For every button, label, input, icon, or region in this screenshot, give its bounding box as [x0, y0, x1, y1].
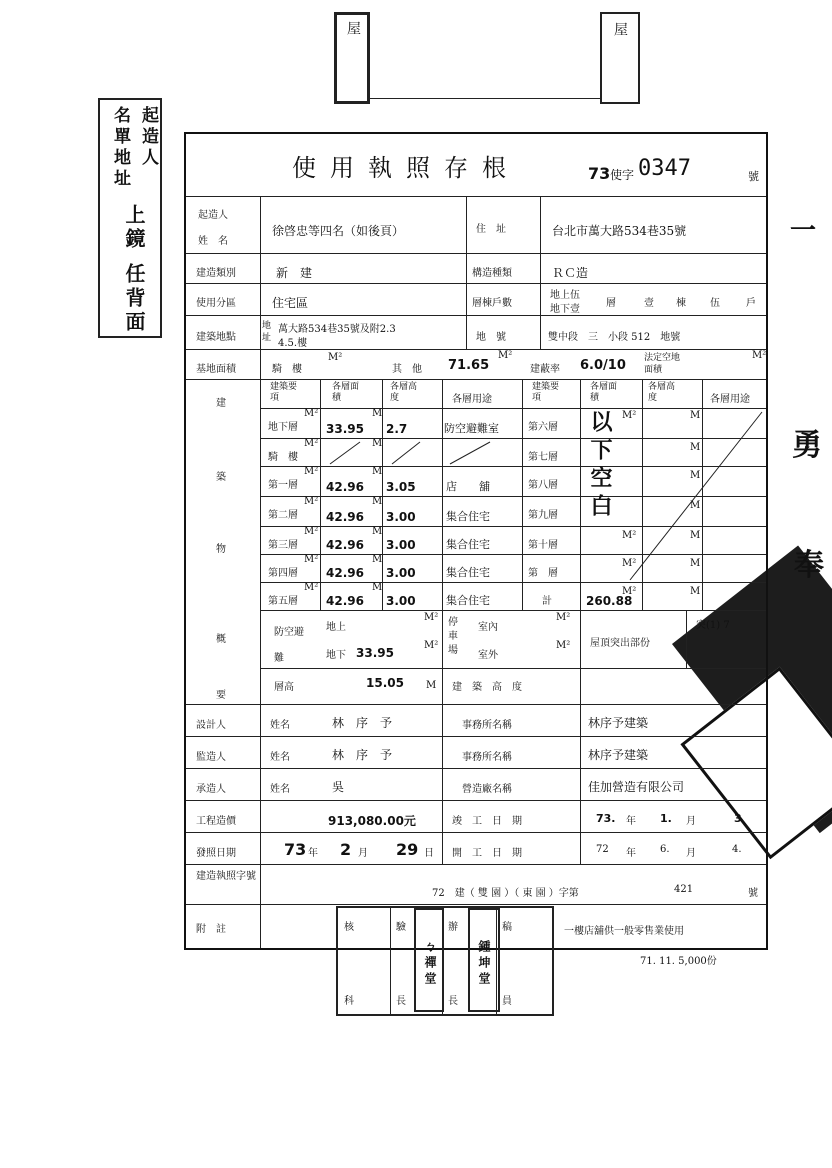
- build-type-value: 新 建: [276, 266, 313, 280]
- floors-below: 地下壹: [550, 304, 580, 315]
- row-item: 騎 樓: [268, 452, 298, 463]
- supervisor-firm-label: 事務所名稱: [462, 752, 512, 763]
- row-item-8: 第八層: [528, 480, 558, 491]
- row-item-6: 第六層: [528, 422, 558, 433]
- sig-bottom-3: 長: [448, 996, 458, 1007]
- lot-label: 地 號: [476, 332, 506, 343]
- row-f2: [260, 496, 522, 527]
- issue-day: 29: [396, 840, 419, 859]
- row-use: 防空避難室: [444, 422, 499, 435]
- hdr-area: 各層面積: [332, 382, 360, 403]
- row-use: 店 舖: [446, 480, 490, 493]
- supervisor-name: 林 序 予: [332, 748, 393, 762]
- other-value: 71.65: [448, 358, 490, 373]
- top-stamp-box-right: [600, 12, 640, 104]
- finish-y-word: 年: [626, 816, 636, 827]
- location-label: 建築地點: [196, 332, 236, 343]
- contractor-name: 吳: [332, 780, 345, 794]
- designer-role: 設計人: [196, 720, 226, 731]
- top-stamp-text: 屋: [345, 21, 361, 39]
- supervisor-firm: 林序予建築: [588, 748, 649, 762]
- permit-year-prefix: 73: [588, 164, 611, 183]
- shelter-unit-1: M²: [424, 612, 439, 623]
- building-side-1: 建: [216, 398, 226, 409]
- shelter-unit-2: M²: [424, 640, 439, 651]
- shelter-below-value: 33.95: [356, 646, 394, 660]
- hdr-item-r: 建築要項: [532, 382, 560, 403]
- row-height-unit: M: [372, 496, 383, 507]
- row-height-unit: M: [372, 438, 383, 449]
- edge-mark-3: 奉: [794, 548, 824, 583]
- builder-label-2: 姓 名: [198, 236, 228, 247]
- hdr-area-r: 各層面積: [590, 382, 618, 403]
- use-zone-label: 使用分區: [196, 298, 236, 309]
- row-height: 3.00: [386, 538, 416, 552]
- hdr-item: 建築要項: [270, 382, 298, 403]
- builder-addr-divider-2: [540, 196, 541, 254]
- note-text: 一樓店舖供一般零售業使用: [564, 926, 684, 937]
- unit-r4: M: [690, 470, 701, 481]
- unit-r8: M²: [622, 558, 637, 569]
- builder-addr-label: 住 址: [476, 224, 506, 235]
- cost-label: 工程造價: [196, 816, 236, 827]
- permit-label: 建造執照字號: [196, 871, 256, 882]
- unit-r9: M: [690, 558, 701, 569]
- finish-year: 73.: [596, 812, 616, 825]
- floor-word: 層: [606, 298, 616, 309]
- note-label: 附 註: [196, 924, 226, 935]
- row-height: 3.00: [386, 510, 416, 524]
- floor-height-label: 層高: [274, 682, 294, 693]
- row-area-unit: M²: [304, 526, 319, 537]
- bldg-num: 壹: [644, 298, 654, 309]
- top-stamp-line: [370, 98, 600, 99]
- parking-label: 停車場: [448, 617, 458, 656]
- location-value-2: 4.5.樓: [278, 338, 308, 349]
- start-label: 開 工 日 期: [452, 848, 522, 859]
- area-label: 基地面積: [196, 364, 236, 375]
- builder-name: 徐啓忠等四名（如後頁）: [272, 224, 405, 238]
- row-height-unit: M: [372, 408, 383, 419]
- contractor-firm: 佳加營造有限公司: [588, 780, 685, 794]
- designer-firm-label: 事務所名稱: [462, 720, 512, 731]
- side-note-line-2: 名單地址: [110, 106, 130, 190]
- bldg-word: 棟: [676, 298, 686, 309]
- building-side-5: 要: [216, 690, 226, 701]
- row-height: 3.00: [386, 594, 416, 608]
- issue-y-word: 年: [308, 848, 318, 859]
- side-note-line-1: 起造人: [138, 106, 158, 169]
- seal-2: [468, 908, 500, 1012]
- parking-unit-1: M²: [556, 612, 571, 623]
- issue-m-word: 月: [358, 848, 368, 859]
- location-tag: 地址: [262, 321, 272, 343]
- row-item-7: 第七層: [528, 452, 558, 463]
- total-area: 260.88: [586, 594, 633, 608]
- structure-label: 構造種類: [472, 268, 512, 279]
- row-height-unit: M: [372, 554, 383, 565]
- lot-value: 雙中段 三 小段 512 地號: [548, 332, 681, 343]
- issue-row: [186, 832, 766, 865]
- issue-month: 2: [340, 840, 352, 859]
- issue-year: 73: [284, 840, 307, 859]
- print-code: 71. 11. 5,000份: [640, 956, 717, 967]
- hdr-height: 各層高度: [390, 382, 418, 403]
- permit-ref-suffix: 號: [748, 888, 758, 899]
- permit-row: [186, 864, 766, 905]
- cost-value: 913,080.00元: [328, 814, 416, 828]
- row-item-10: 第十層: [528, 540, 558, 551]
- row-area-unit: M²: [304, 408, 319, 419]
- right-rows: [522, 408, 766, 610]
- row-height-unit: M: [372, 582, 383, 593]
- roof-label: 屋頂突出部份: [590, 638, 650, 649]
- legal-unit: M²: [752, 350, 767, 361]
- row-height: 3.00: [386, 566, 416, 580]
- building-side-4: 概: [216, 634, 226, 645]
- row-area-unit: M²: [304, 554, 319, 565]
- row-area: 42.96: [326, 480, 364, 494]
- sig-label-1: 核: [344, 922, 354, 933]
- edge-mark-2: 勇: [792, 428, 822, 463]
- blank-strike: [622, 408, 766, 584]
- designer-name-label: 姓名: [270, 720, 290, 731]
- row-item: 第三層: [268, 540, 298, 551]
- permit-number-suffix: 號: [748, 170, 759, 183]
- top-stamp-text-2: 屋: [612, 22, 628, 40]
- row-area: 33.95: [326, 422, 364, 436]
- row-area-unit: M²: [304, 582, 319, 593]
- seal-1-text: ㄅ禪堂: [423, 940, 437, 988]
- row-use: 集合住宅: [446, 538, 490, 551]
- row-area-unit: M²: [304, 438, 319, 449]
- row-area-unit: M²: [304, 496, 319, 507]
- finish-label: 竣 工 日 期: [452, 816, 522, 827]
- contractor-name-label: 姓名: [270, 784, 290, 795]
- finish-day: 3: [734, 812, 742, 825]
- row-f5: [260, 582, 522, 610]
- form-title: 使用執照存根: [292, 154, 520, 182]
- unit-r2: M: [690, 410, 701, 421]
- row-height: 2.7: [386, 422, 408, 436]
- floor-height-value: 15.05: [366, 676, 404, 690]
- coverage-value: 6.0/10: [580, 358, 626, 373]
- unit-num: 伍: [710, 298, 720, 309]
- other-unit: M²: [498, 350, 513, 361]
- row-item: 地下層: [268, 422, 298, 433]
- build-type-label: 建造類別: [196, 268, 236, 279]
- use-zone-value: 住宅區: [272, 296, 309, 310]
- side-note: [98, 98, 162, 338]
- left-rows: [260, 408, 522, 610]
- shelter-below: 地下: [326, 650, 346, 661]
- parking-unit-2: M²: [556, 640, 571, 651]
- row-height-unit: M: [372, 466, 383, 477]
- arcade-label: 騎 樓: [272, 364, 302, 375]
- supervisor-name-label: 姓名: [270, 752, 290, 763]
- start-y-word: 年: [626, 848, 636, 859]
- permit-ref-number: 421: [674, 884, 694, 895]
- building-table: [186, 380, 766, 705]
- finish-m-word: 月: [686, 816, 696, 827]
- unit-word: 戶: [746, 298, 756, 309]
- row-arcade: [260, 438, 522, 467]
- location-value-1: 萬大路534巷35號及附2.3: [278, 324, 396, 335]
- sig-bottom-2: 長: [396, 996, 406, 1007]
- parking-in: 室內: [478, 622, 498, 633]
- structure-value: ＲＣ造: [552, 266, 589, 280]
- building-height-label: 建 築 高 度: [452, 682, 522, 693]
- row-use: 集合住宅: [446, 594, 490, 607]
- seal-2-text: 鍾坤堂: [477, 940, 491, 988]
- row-item: 第四層: [268, 568, 298, 579]
- unit-r7: M: [690, 530, 701, 541]
- row-area: 42.96: [326, 510, 364, 524]
- sig-bottom-1: 科: [344, 996, 354, 1007]
- arcade-strike: [320, 440, 520, 466]
- builder-label-1: 起造人: [198, 210, 228, 221]
- permit-char: 使字: [610, 168, 635, 182]
- hdr-use: 各層用途: [452, 394, 492, 405]
- sig-label-3: 辦: [448, 922, 458, 933]
- handwritten-blank: 以下空白: [587, 410, 612, 522]
- row-height: 3.05: [386, 480, 416, 494]
- issue-d-word: 日: [424, 848, 434, 859]
- hdr-use-r: 各層用途: [710, 394, 750, 405]
- top-stamp: [334, 12, 640, 104]
- row-f4: [260, 554, 522, 583]
- building-side-2: 築: [216, 472, 226, 483]
- start-day: 4.: [732, 844, 742, 855]
- sig-label-4: 稿: [502, 922, 512, 933]
- row-item: 第一層: [268, 480, 298, 491]
- designer-name: 林 序 予: [332, 716, 393, 730]
- builder-divider: [260, 196, 261, 254]
- finish-month: 1.: [660, 812, 672, 825]
- row-height-unit: M: [372, 526, 383, 537]
- contractor-firm-label: 營造廠名稱: [462, 784, 512, 795]
- row-use: 集合住宅: [446, 510, 490, 523]
- row-area: 42.96: [326, 538, 364, 552]
- shelter-label: 防空避難: [274, 627, 304, 664]
- row-area: 42.96: [326, 566, 364, 580]
- floors-above: 地上伍: [550, 290, 580, 301]
- supervisor-role: 監造人: [196, 752, 226, 763]
- floors-label: 層棟戶數: [472, 298, 512, 309]
- issue-label: 發照日期: [196, 848, 236, 859]
- unit-r11: M: [690, 586, 701, 597]
- legal-label: 法定空地面積: [644, 353, 681, 375]
- row-item-9: 第九層: [528, 510, 558, 521]
- row-item-total: 計: [542, 596, 552, 607]
- row-item: 第二層: [268, 510, 298, 521]
- other-label: 其 他: [392, 364, 422, 375]
- row-f3: [260, 526, 522, 555]
- sig-label-2: 驗: [396, 922, 406, 933]
- edge-mark-1: 一: [790, 216, 817, 246]
- permit-form: [184, 132, 768, 950]
- row-b1: [260, 408, 522, 439]
- contractor-role: 承造人: [196, 784, 226, 795]
- height-unit: M: [426, 680, 437, 691]
- shelter-above: 地上: [326, 622, 346, 633]
- row-area: 42.96: [326, 594, 364, 608]
- parking-out: 室外: [478, 650, 498, 661]
- hdr-height-r: 各層高度: [648, 382, 676, 403]
- row-item-blank: 第 層: [528, 568, 558, 579]
- seal-1: [414, 908, 444, 1012]
- start-month: 6.: [660, 844, 670, 855]
- permit-text: 72 建（ 雙 園 ）（ 東 園 ）字第: [432, 888, 579, 899]
- unit-r1: M²: [622, 410, 637, 421]
- row-f1: [260, 466, 522, 497]
- row-area-unit: M²: [304, 466, 319, 477]
- roof-value: 突(1) 7: [696, 620, 730, 631]
- sig-bottom-4: 員: [502, 996, 512, 1007]
- building-side-3: 物: [216, 544, 226, 555]
- unit-r10: M²: [622, 586, 637, 597]
- coverage-label: 建蔽率: [530, 364, 560, 375]
- top-stamp-box-left: [334, 12, 370, 104]
- start-m-word: 月: [686, 848, 696, 859]
- unit-r3: M: [690, 442, 701, 453]
- builder-address: 台北市萬大路534巷35號: [552, 224, 687, 238]
- row-item: 第五層: [268, 596, 298, 607]
- side-note-line-3: 上鏡 任背面: [122, 204, 146, 335]
- unit-r6: M²: [622, 530, 637, 541]
- unit-r5: M: [690, 500, 701, 511]
- signature-block: [336, 906, 554, 1016]
- cost-row: [186, 800, 766, 833]
- designer-firm: 林序予建築: [588, 716, 649, 730]
- permit-number: 0347: [638, 156, 691, 181]
- row-use: 集合住宅: [446, 566, 490, 579]
- builder-addr-divider: [466, 196, 467, 254]
- people-section: [186, 704, 766, 800]
- start-year: 72: [596, 844, 609, 855]
- arcade-unit: M²: [328, 352, 343, 363]
